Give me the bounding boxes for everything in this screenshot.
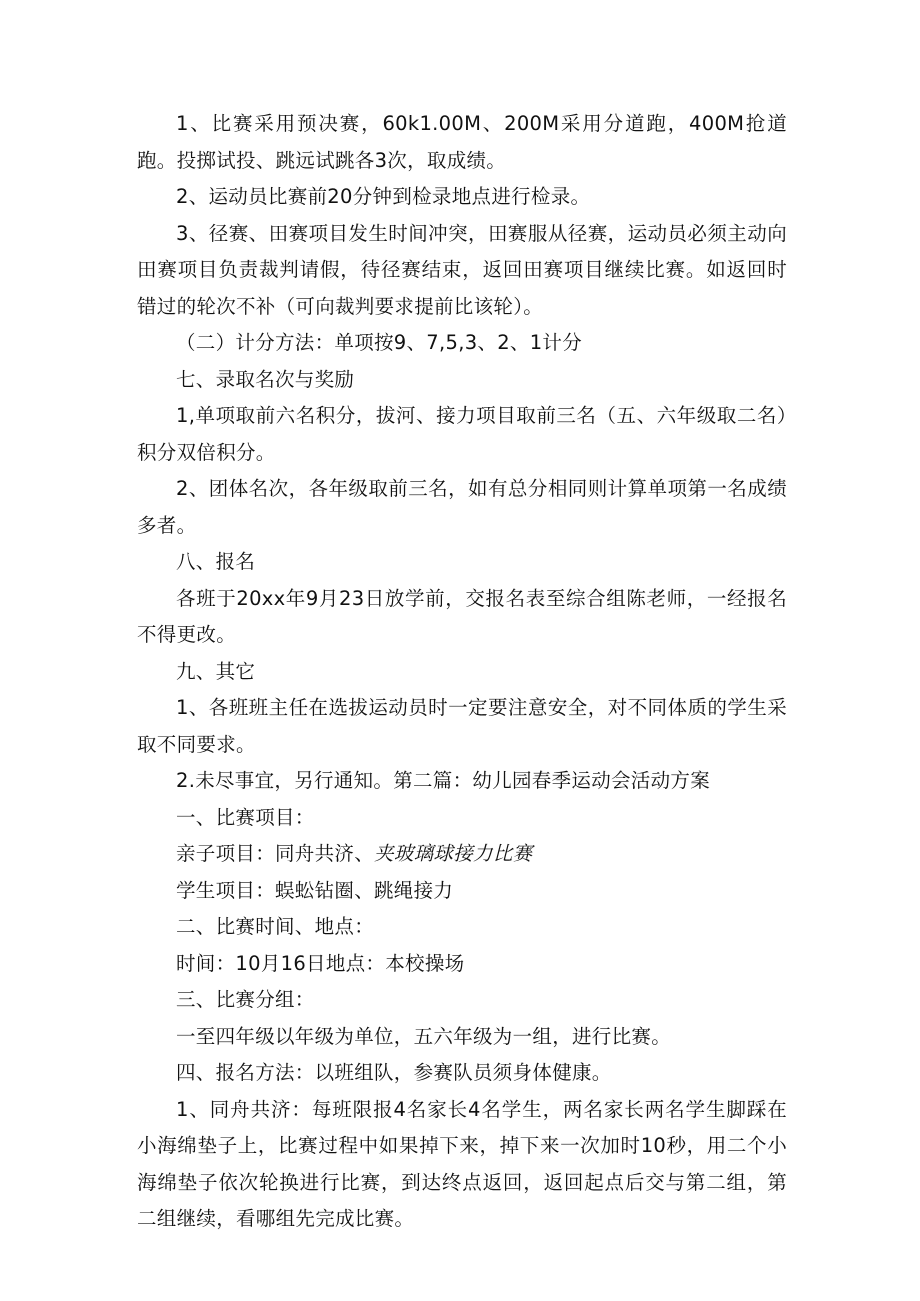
paragraph-scoring-method: （二）计分方法：单项按9、7,5,3、2、1计分 bbox=[176, 331, 583, 354]
section-heading-events: 一、比赛项目： bbox=[176, 805, 315, 829]
paragraph-rule-1: 1、比赛采用预决赛，60k1.00M、200M采用分道跑，400M抢道跑。投掷试投、跳远试跳各3次，取成绩。 bbox=[137, 112, 787, 172]
section-heading-registration: 八、报名 bbox=[176, 550, 256, 573]
document-body bbox=[137, 106, 787, 1238]
section-heading-time-place: 二、比赛时间、地点： bbox=[176, 915, 375, 938]
paragraph-same-boat: 1、同舟共济：每班限报4名家长4名学生，两名家长两名学生脚踩在小海绵垫子上，比赛过程中如果掉下来，掉下来一次加时10秒，用二个小海绵垫子依次轮换进行比赛，到达终点返回，返回起点后交与第二组，第二组继续，看哪组先完成比赛。 bbox=[137, 1097, 787, 1230]
section-heading-other: 九、其它 bbox=[176, 659, 256, 683]
paragraph-grouping: 一至四年级以年级为单位，五六年级为一组，进行比赛。 bbox=[176, 1024, 672, 1048]
paragraph-student-events: 学生项目：蜈蚣钻圈、跳绳接力 bbox=[176, 878, 454, 902]
parent-child-events-italic: 夹玻璃球接力比赛 bbox=[374, 842, 533, 865]
paragraph-other-2: 2.未尽事宜，另行通知。第二篇：幼儿园春季运动会活动方案 bbox=[176, 769, 711, 792]
paragraph-parent-child-events bbox=[137, 836, 787, 873]
section-heading-signup-method: 四、报名方法：以班组队，参赛队员须身体健康。 bbox=[176, 1061, 612, 1084]
paragraph-rule-3: 3、径赛、田赛项目发生时间冲突，田赛服从径赛，运动员必须主动向田赛项目负责裁判请假，待径赛结束，返回田赛项目继续比赛。如返回时错过的轮次不补（可向裁判要求提前比该轮）。 bbox=[137, 221, 787, 318]
paragraph-ranking-2: 2、团体名次，各年级取前三名，如有总分相同则计算单项第一名成绩多者。 bbox=[137, 477, 787, 537]
paragraph-other-1: 1、各班班主任在选拔运动员时一定要注意安全，对不同体质的学生采取不同要求。 bbox=[137, 696, 787, 756]
section-heading-grouping: 三、比赛分组： bbox=[176, 988, 315, 1011]
paragraph-rule-2: 2、运动员比赛前20分钟到检录地点进行检录。 bbox=[176, 185, 591, 208]
section-heading-ranking: 七、录取名次与奖励 bbox=[176, 367, 355, 391]
paragraph-ranking-1: 1,单项取前六名积分，拔河、接力项目取前三名（五、六年级取二名）积分双倍积分。 bbox=[137, 404, 787, 464]
paragraph-registration: 各班于20xx年9月23日放学前，交报名表至综合组陈老师，一经报名不得更改。 bbox=[137, 586, 787, 646]
paragraph-time-place: 时间：10月16日地点：本校操场 bbox=[176, 951, 465, 975]
parent-child-events-text: 亲子项目：同舟共济、 bbox=[176, 842, 375, 865]
